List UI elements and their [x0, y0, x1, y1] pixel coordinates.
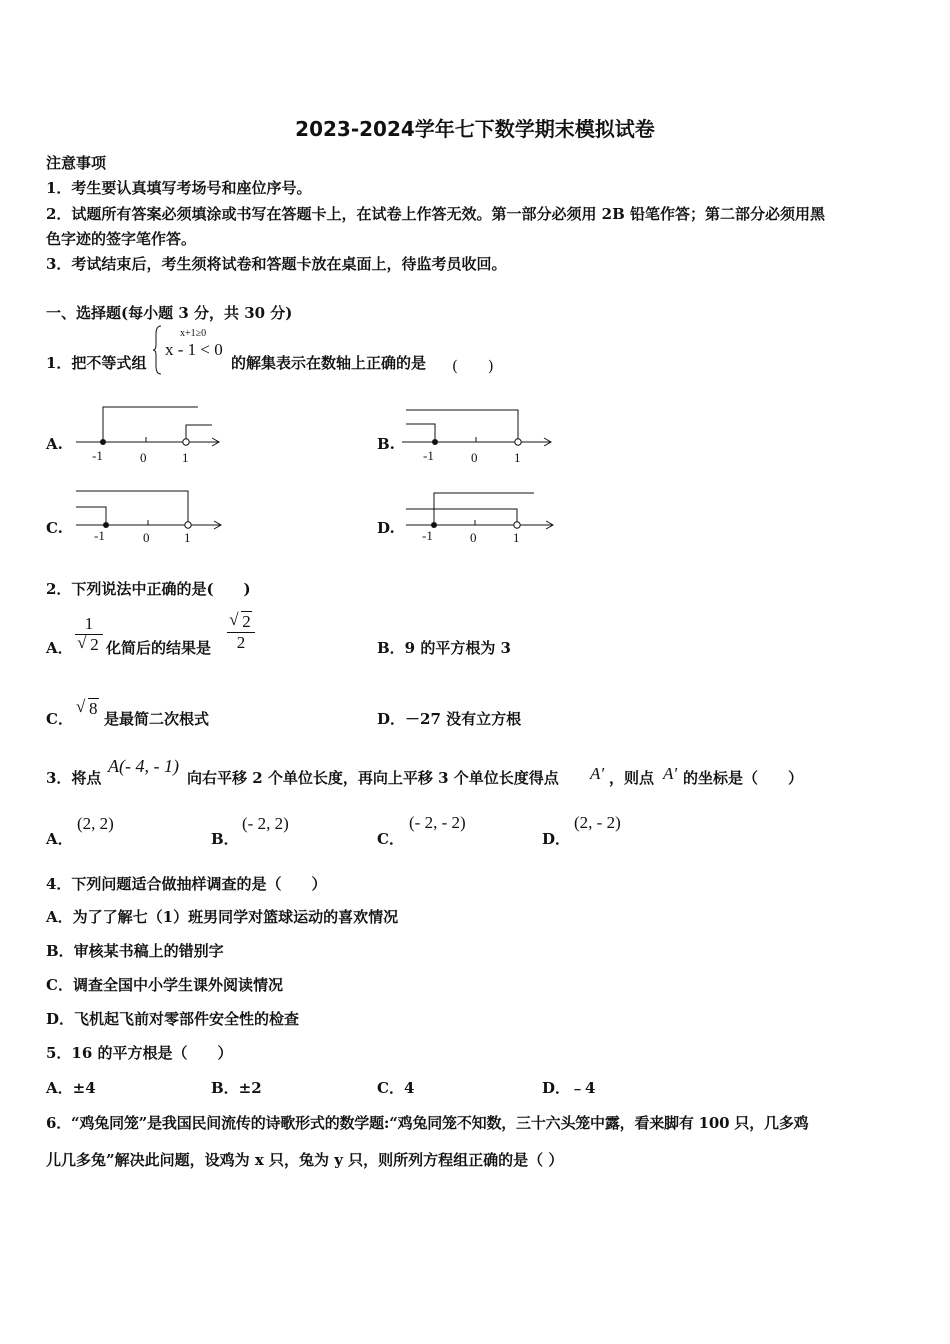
q6-stem-line1: 6．“鸡兔同笼”是我国民间流传的诗歌形式的数学题:“鸡兔同笼不知数，三十六头笼中露，看来脚有 100 只，几多鸡: [46, 1114, 809, 1132]
q3-text: 3．将点: [46, 769, 102, 787]
tick-label: 1: [513, 530, 520, 545]
q4-option-b: B．审核某书稿上的错别字: [46, 942, 224, 960]
notice-item: 3．考试结束后，考生须将试卷和答题卡放在桌面上，待监考员收回。: [46, 255, 507, 273]
q3-option-b-value: (- 2, 2): [242, 814, 289, 833]
q2-option-d: D．－27 没有立方根: [377, 710, 522, 728]
fraction-numerator: 1: [84, 614, 94, 633]
number-line-b: [398, 400, 558, 465]
notice-item: 1．考生要认真填写考场号和座位序号。: [46, 179, 312, 197]
tick-label: 1: [182, 450, 189, 465]
section-heading: 一、选择题(每小题 3 分，共 30 分): [46, 304, 293, 322]
tick-label: 0: [471, 450, 478, 465]
tick-label: 0: [470, 530, 477, 545]
number-line-c: [66, 483, 226, 548]
tick-label: 0: [143, 530, 150, 545]
q2-option-c-text: 是最简二次根式: [104, 710, 210, 728]
tick-label: 1: [514, 450, 521, 465]
q2-option-b: B．9 的平方根为 3: [377, 639, 511, 657]
q2-result-fraction: [227, 612, 255, 653]
notice-heading: 注意事项: [46, 154, 107, 172]
q5-stem: 5．16 的平方根是（ ）: [46, 1044, 233, 1062]
tick-label: -1: [423, 448, 434, 463]
tick-label: -1: [422, 528, 433, 543]
q1-option-b-label: B.: [377, 435, 395, 453]
q3-option-d-value: (2, - 2): [574, 813, 621, 832]
q3-text: 的坐标是（ ）: [683, 769, 804, 787]
q4-option-a: A．为了了解七（1）班男同学对篮球运动的喜欢情况: [46, 908, 399, 926]
q2-fraction: [75, 614, 103, 655]
q1-answer-paren: ( ): [452, 357, 494, 375]
q1-option-c-label: C.: [46, 519, 63, 537]
q1-option-d-label: D.: [377, 519, 395, 537]
number-line-a: [66, 400, 226, 465]
q3-text: 向右平移 2 个单位长度，再向上平移 3 个单位长度得点: [187, 769, 559, 787]
q2-option-a-text: 化简后的结果是: [106, 639, 212, 657]
page-title: 2023-2024学年七下数学期末模拟试卷: [295, 117, 655, 141]
fraction-denominator: 2: [227, 632, 255, 653]
q3-point-prime: A': [663, 764, 678, 783]
q2-option-c-label: C．: [46, 710, 73, 728]
q1-prefix: 1．把不等式组: [46, 354, 147, 372]
q2-stem: 2．下列说法中正确的是( ): [46, 580, 251, 598]
notice-item: 色字迹的签字笔作答。: [46, 230, 197, 248]
q3-option-d-label: D．: [542, 830, 571, 848]
q3-option-b-label: B．: [211, 830, 239, 848]
fraction-numerator: 2: [242, 612, 251, 631]
notice-item: 2．试题所有答案必须填涂或书写在答题卡上，在试卷上作答无效。第一部分必须用 2B 铅笔作答；第二部分必须用黑: [46, 205, 826, 223]
tick-label: -1: [94, 528, 105, 543]
q1-suffix: 的解集表示在数轴上正确的是: [231, 354, 427, 372]
q1-system-line1: x+1≥0: [180, 328, 207, 339]
q2-sqrt8: √ 8: [77, 699, 99, 719]
q3-option-c-label: C．: [377, 830, 404, 848]
q3-option-c-value: (- 2, - 2): [409, 813, 466, 832]
q5-option-a: A．±4: [46, 1079, 96, 1097]
q6-stem-line2: 儿几多兔”解决此问题，设鸡为 x 只，兔为 y 只，则所列方程组正确的是（ ）: [46, 1151, 564, 1169]
q4-option-d: D．飞机起飞前对零部件安全性的检查: [46, 1010, 300, 1028]
q3-text: ，则点: [609, 769, 655, 787]
tick-label: 0: [140, 450, 147, 465]
tick-label: -1: [92, 448, 103, 463]
q4-stem: 4．下列问题适合做抽样调查的是（ ）: [46, 875, 327, 893]
q5-option-d: D．﹣4: [542, 1079, 596, 1097]
q5-option-c: C．4: [377, 1079, 415, 1097]
q3-option-a-value: (2, 2): [77, 814, 114, 833]
left-brace: [153, 324, 163, 376]
q4-option-c: C．调查全国中小学生课外阅读情况: [46, 976, 283, 994]
q1-option-a-label: A.: [46, 435, 63, 453]
number-line-d: [398, 483, 558, 548]
q3-point: A(- 4, - 1): [108, 756, 179, 776]
fraction-denominator: 2: [90, 635, 99, 654]
q3-point-prime: A': [590, 764, 605, 783]
q5-option-b: B．±2: [211, 1079, 262, 1097]
q3-option-a-label: A．: [46, 830, 73, 848]
q1-system-line2: x - 1 < 0: [165, 340, 223, 359]
tick-label: 1: [184, 530, 191, 545]
q2-option-a-label: A．: [46, 639, 73, 657]
